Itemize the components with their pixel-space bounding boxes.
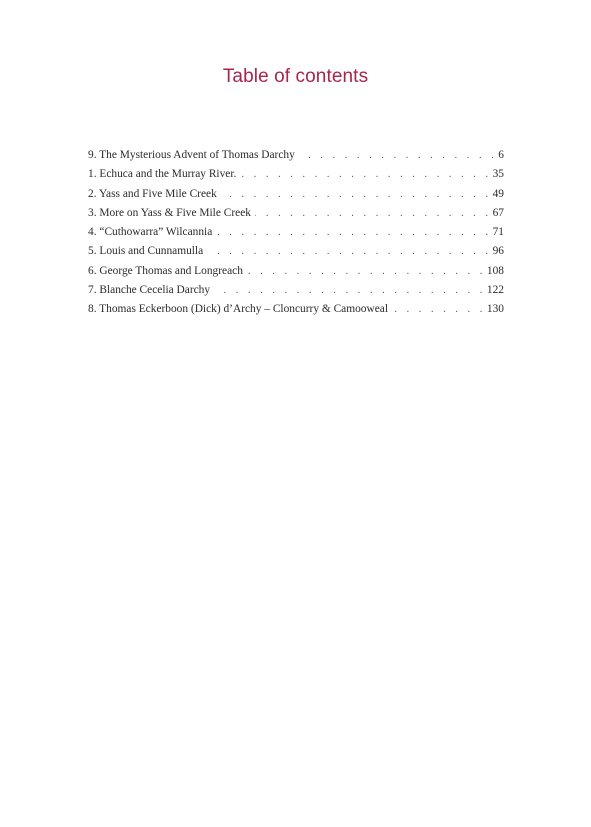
- toc-dot-leader: [247, 262, 486, 281]
- toc-dot-leader: [240, 165, 491, 184]
- toc-entry[interactable]: [88, 223, 504, 242]
- toc-entry-page: 67: [492, 206, 504, 219]
- toc-entry[interactable]: [88, 185, 504, 204]
- toc-entry-title: 2. Yass and Five Mile Creek: [88, 187, 217, 200]
- table-of-contents: [88, 146, 504, 320]
- toc-entry-page: 49: [492, 187, 504, 200]
- toc-entry[interactable]: [88, 146, 504, 165]
- toc-entry-title: 9. The Mysterious Advent of Thomas Darchy: [88, 149, 295, 161]
- toc-entry-title: 7. Blanche Cecelia Darchy: [88, 284, 211, 297]
- toc-entry-page: 130: [486, 303, 504, 316]
- toc-entry[interactable]: [88, 204, 504, 223]
- toc-entry-title: 3. More on Yass & Five Mile Creek: [88, 206, 251, 219]
- toc-entry-title: 8. Thomas Eckerboon (Dick) d’Archy – Cloncurry & Camooweal: [88, 303, 388, 316]
- toc-entry-title: 1. Echuca and the Murray River.: [88, 168, 237, 181]
- toc-entry-page: 108: [486, 264, 504, 277]
- toc-entry-title: 6. George Thomas and Longreach: [88, 264, 243, 277]
- toc-dot-leader: [214, 281, 486, 300]
- toc-entry[interactable]: [88, 262, 504, 281]
- toc-dot-leader: [255, 204, 492, 223]
- toc-dot-leader: [299, 146, 498, 165]
- toc-entry-title: 5. Louis and Cunnamulla: [88, 245, 204, 258]
- toc-entry-page: 35: [492, 168, 504, 181]
- toc-entry[interactable]: [88, 165, 504, 184]
- toc-dot-leader: [392, 300, 486, 319]
- toc-entry-page: 96: [492, 245, 504, 258]
- toc-entry[interactable]: [88, 281, 504, 300]
- toc-entry[interactable]: [88, 242, 504, 261]
- toc-entry-page: 71: [492, 226, 504, 239]
- toc-entry[interactable]: [88, 300, 504, 319]
- page-title: Table of contents: [222, 66, 369, 87]
- toc-entry-title: 4. “Cuthowarra” Wilcannia: [88, 226, 213, 239]
- toc-dot-leader: [221, 185, 492, 204]
- toc-entry-page: 6: [498, 149, 504, 161]
- toc-entry-page: 122: [486, 284, 504, 297]
- toc-dot-leader: [207, 242, 491, 261]
- toc-dot-leader: [216, 223, 491, 242]
